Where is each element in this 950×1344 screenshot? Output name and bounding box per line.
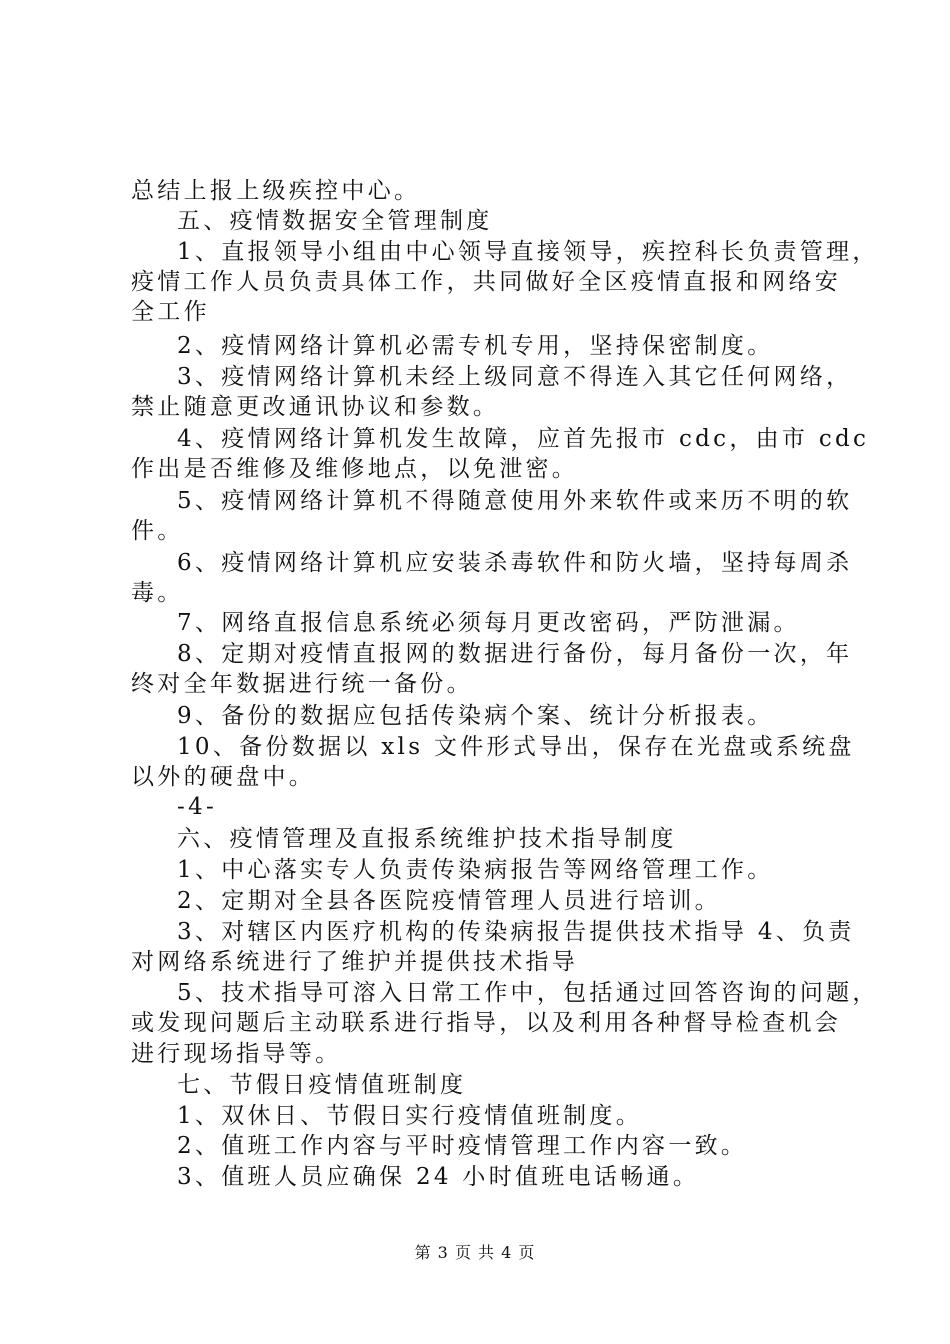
text-line: 3、疫情网络计算机未经上级同意不得连入其它任何网络，: [177, 364, 853, 390]
text-line: 7、网络直报信息系统必须每月更改密码，严防泄漏。: [177, 610, 800, 636]
text-line: 对网络系统进行了维护并提供技术指导: [131, 949, 579, 975]
text-line: 1、直报领导小组由中心领导直接领导，疾控科长负责管理，: [177, 239, 879, 265]
text-line: 2、值班工作内容与平时疫情管理工作内容一致。: [177, 1133, 748, 1159]
text-line: 2、定期对全县各医院疫情管理人员进行培训。: [177, 888, 721, 914]
text-line: 进行现场指导等。: [131, 1041, 342, 1067]
text-line: 10、备份数据以 xls 文件形式导出，保存在光盘或系统盘: [177, 734, 855, 760]
text-line: 禁止随意更改通讯协议和参数。: [131, 394, 500, 420]
section-heading: 七、节假日疫情值班制度: [177, 1072, 467, 1098]
text-line: 4、疫情网络计算机发生故障，应首先报市 cdc，由市 cdc: [177, 426, 870, 452]
page-marker: -4-: [177, 794, 218, 820]
text-line: 3、对辖区内医疗机构的传染病报告提供技术指导 4、负责: [177, 919, 855, 945]
text-line: 9、备份的数据应包括传染病个案、统计分析报表。: [177, 703, 774, 729]
text-line: 以外的硬盘中。: [131, 764, 316, 790]
text-line: 6、疫情网络计算机应安装杀毒软件和防火墙，坚持每周杀: [177, 550, 853, 576]
text-line: 总结上报上级疾控中心。: [131, 178, 421, 204]
text-line: 3、值班人员应确保 24 小时值班电话畅通。: [177, 1164, 700, 1190]
text-line: 8、定期对疫情直报网的数据进行备份，每月备份一次，年: [177, 641, 853, 667]
text-line: 毒。: [131, 580, 184, 606]
text-line: 5、技术指导可溶入日常工作中，包括通过回答咨询的问题，: [177, 980, 879, 1006]
text-line: 全工作: [131, 299, 210, 325]
text-line: 1、中心落实专人负责传染病报告等网络管理工作。: [177, 857, 774, 883]
text-line: 或发现问题后主动联系进行指导，以及利用各种督导检查机会: [131, 1010, 842, 1036]
text-line: 件。: [131, 518, 184, 544]
text-line: 终对全年数据进行统一备份。: [131, 671, 473, 697]
text-line: 1、双休日、节假日实行疫情值班制度。: [177, 1103, 643, 1129]
text-line: 作出是否维修及维修地点，以免泄密。: [131, 456, 579, 482]
text-line: 5、疫情网络计算机不得随意使用外来软件或来历不明的软: [177, 488, 853, 514]
section-heading: 五、疫情数据安全管理制度: [177, 208, 493, 234]
page-footer: 第 3 页 共 4 页: [414, 1243, 536, 1262]
text-line: 疫情工作人员负责具体工作，共同做好全区疫情直报和网络安: [131, 269, 842, 295]
text-line: 2、疫情网络计算机必需专机专用，坚持保密制度。: [177, 333, 774, 359]
section-heading: 六、疫情管理及直报系统维护技术指导制度: [177, 826, 677, 852]
